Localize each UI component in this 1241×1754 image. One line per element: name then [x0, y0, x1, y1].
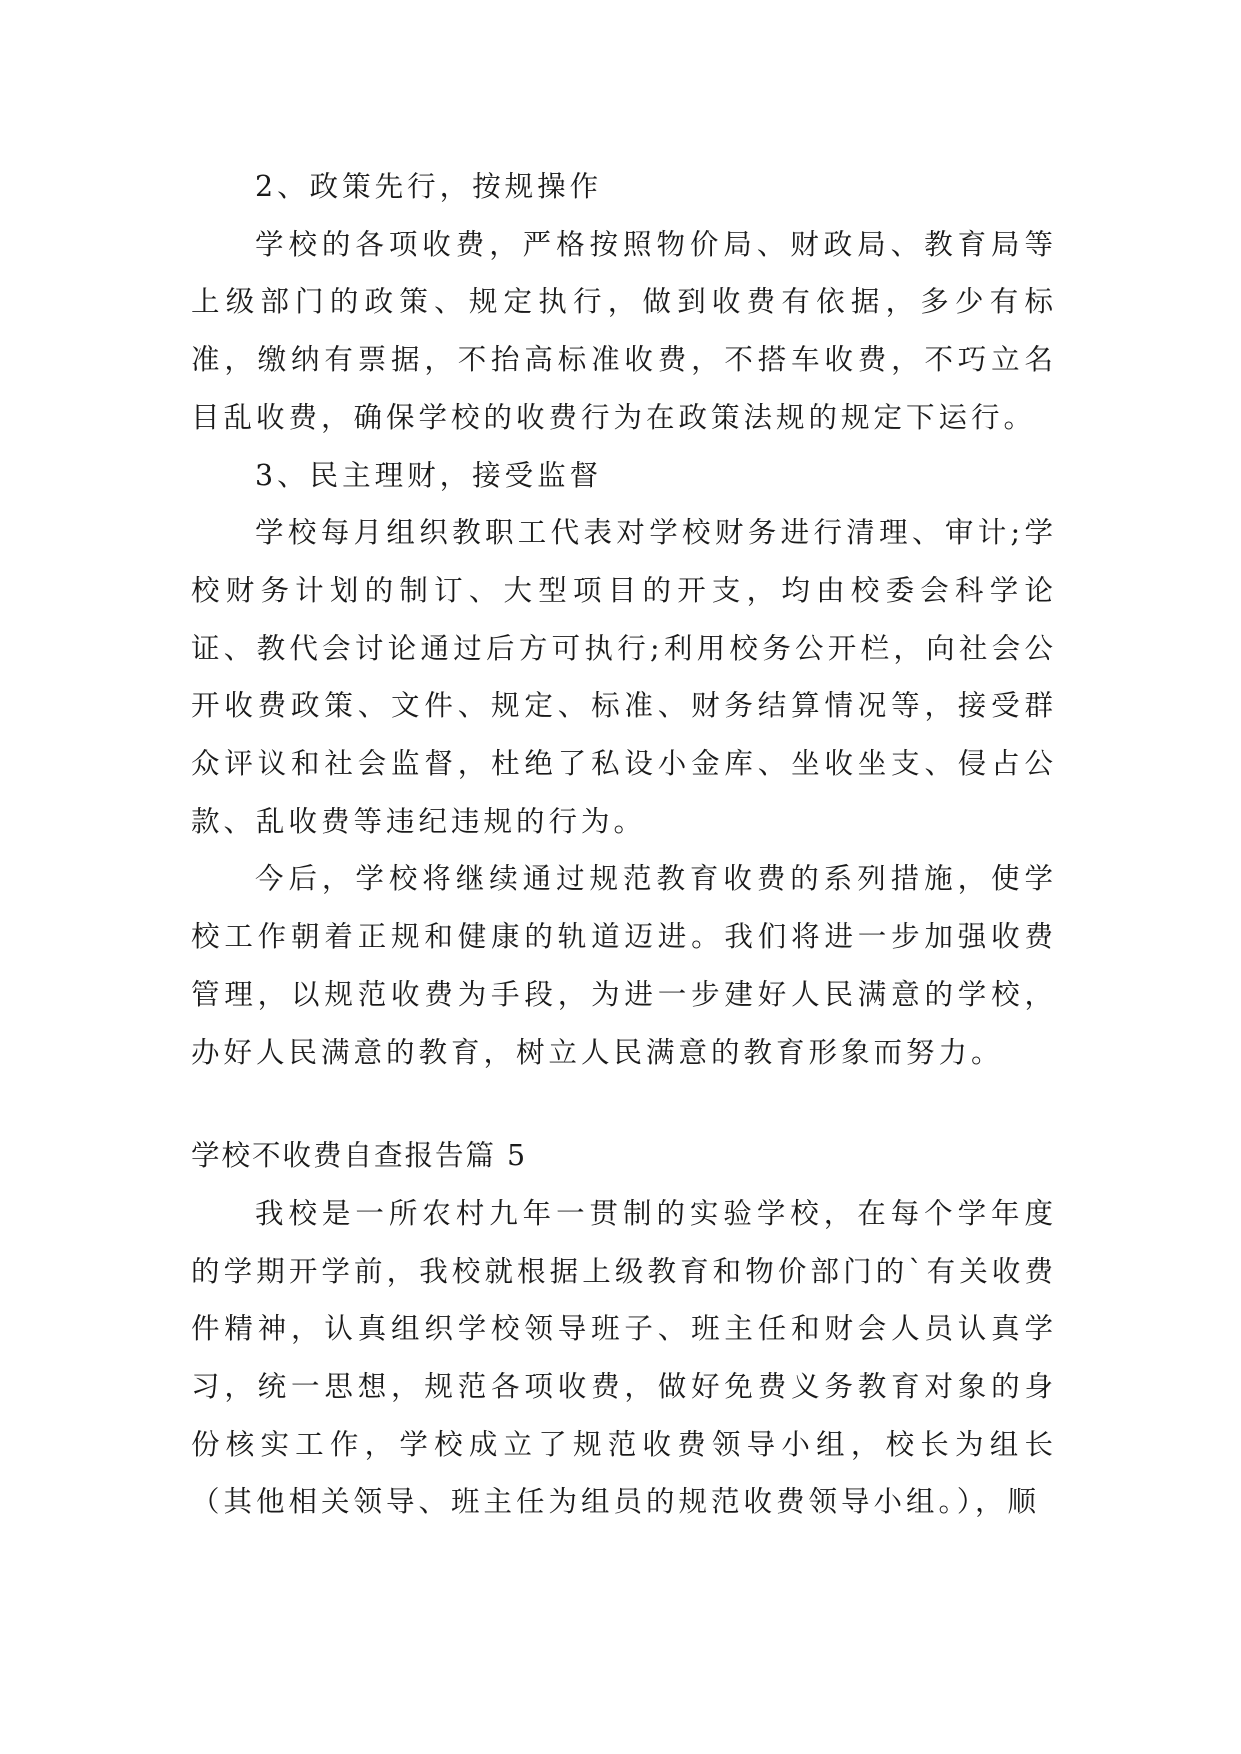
paragraph-supervision: 学校每月组织教职工代表对学校财务进行清理、审计;学校财务计划的制订、大型项目的开支，均由校委会科学论证、教代会讨论通过后方可执行;利用校务公开栏，向社会公开收费政策、文件、规定、标准、财务结算情况等，接受群众评议和社会监督，杜绝了私设小金库、坐收坐支、侵占公款、乱收费等违纪违规的行为。 [191, 516, 1057, 838]
paragraph-fee-policy: 学校的各项收费，严格按照物价局、财政局、教育局等上级部门的政策、规定执行，做到收费有依据，多少有标准，缴纳有票据，不抬高标准收费，不搭车收费，不巧立名目乱收费，确保学校的收费行为在政策法规的规定下运行。 [191, 227, 1057, 434]
section-gap [191, 1081, 1057, 1127]
document-body [191, 158, 1057, 1531]
paragraph-future-plan: 今后，学校将继续通过规范教育收费的系列措施，使学校工作朝着正规和健康的轨道迈进。我们将进一步加强收费管理，以规范收费为手段，为进一步建好人民满意的学校，办好人民满意的教育，树立人民满意的教育形象而努力。 [191, 862, 1057, 1069]
section-title: 学校不收费自查报告篇 5 [191, 1139, 528, 1173]
subheading-democratic-finance: 3、民主理财，接受监督 [255, 458, 603, 492]
subheading-policy-first: 2、政策先行，按规操作 [255, 170, 603, 203]
paragraph-school-intro: 我校是一所农村九年一贯制的实验学校，在每个学年度的学期开学前，我校就根据上级教育和物价部门的`有关收费件精神，认真组织学校领导班子、班主任和财会人员认真学习，统一思想，规范各项收费，做好免费义务教育对象的身份核实工作，学校成立了规范收费领导小组，校长为组长（其他相关领导、班主任为组员的规范收费领导小组。），顺 [191, 1196, 1057, 1519]
